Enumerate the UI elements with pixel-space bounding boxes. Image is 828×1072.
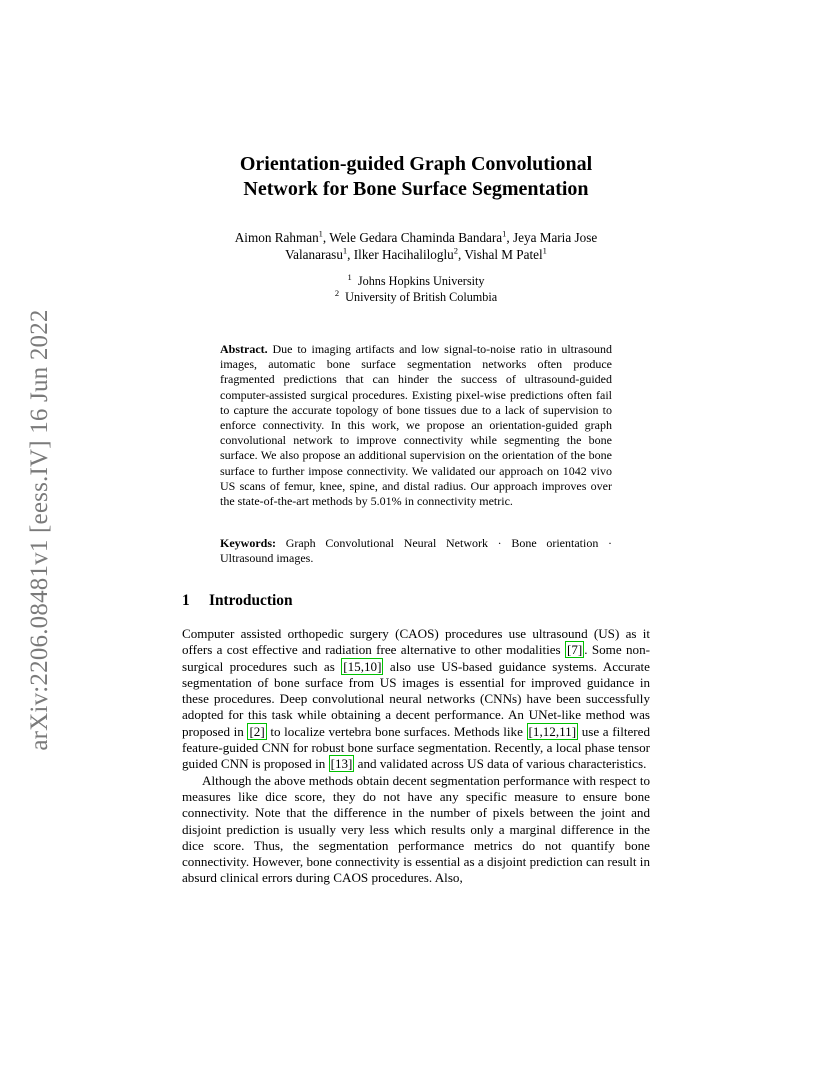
arxiv-stamp (18, 290, 62, 770)
paper-title (160, 152, 672, 202)
author-affil-mark: 2 (453, 245, 458, 256)
arxiv-stamp-text: arXiv:2206.08481v1 [eess.IV] 16 Jun 2022 (26, 309, 53, 751)
paragraph-1 (182, 626, 650, 773)
author-affil-mark: 1 (342, 245, 348, 256)
keywords-text: Graph Convolutional Neural Network · Bone orientation · Ultrasound images. (220, 536, 613, 566)
paragraph-text: Computer assisted orthopedic surgery (CAOS) procedures use ultrasound (US) as it offers a cost effective and radiation free alternative to other modalities (182, 626, 650, 658)
author-name: , Wele Gedara Chaminda Bandara (322, 230, 503, 245)
author-affil-mark: 1 (318, 228, 323, 239)
paragraph-text: to localize vertebra bone surfaces. Methods like (266, 723, 527, 739)
affiliation-1 (260, 271, 572, 290)
citation-link[interactable]: [13] (330, 756, 353, 772)
affiliation-name: Johns Hopkins University (357, 274, 485, 288)
author-affil-mark: 1 (502, 228, 507, 239)
citation-link[interactable]: [7] (566, 642, 583, 658)
authors (190, 229, 642, 263)
author-name: Valanarasu (285, 247, 343, 262)
author-name: , Ilker Hacihaliloglu (347, 247, 454, 262)
keywords-label: Keywords: (220, 536, 276, 550)
abstract-text: Due to imaging artifacts and low signal-to-noise ratio in ultrasound images, automatic bone surface segmentation networks often produce fragmented predictions that can hinder the success of ultrasound-guided computer-assisted surgical procedures. Existing pixel-wise predictions often fail to capture the accurate topology of bone tissues due to a lack of supervision to enforce connectivity. In this work, we propose an orientation-guided graph convolutional network to improve connectivity while segmenting the bone surface. We also propose an additional supervision on the orientation of the bone surface to further impose connectivity. We validated our approach on 1042 vivo US scans of femur, knee, spine, and distal radius. Our approach improves over the state-of-the-art methods by 5.01% in connectivity metric. (220, 342, 612, 509)
author-name: , Jeya Maria Jose (506, 230, 598, 245)
affiliation-name: University of British Columbia (345, 289, 498, 304)
authors-line-1 (190, 229, 642, 246)
citation-link[interactable]: [15,10] (343, 658, 382, 674)
paragraph-text: also use US-based guidance systems. Accurate segmentation of bone surface from US images is essential for improved guidance in these procedures. Deep convolutional neural networks (CNNs) have been successfully adopted for this task while obtaining a decent performance. An UNet-like method was proposed in (182, 658, 650, 739)
body-text (182, 626, 650, 887)
abstract-label: Abstract. (220, 342, 268, 356)
abstract (220, 342, 612, 509)
title-line-1: Orientation-guided Graph Convolutional (239, 153, 593, 175)
section-number: 1 (182, 592, 190, 609)
title-line-2: Network for Bone Surface Segmentation (243, 178, 589, 200)
paragraph-text: use a filtered feature-guided CNN for robust bone surface segmentation. Recently, a local phase tensor guided CNN is proposed in (182, 723, 651, 772)
paragraph-text: . Some non-surgical procedures such as (182, 642, 650, 674)
author-name: , Vishal M Patel (457, 247, 543, 262)
citation-link[interactable]: [2] (249, 723, 265, 739)
affiliation-mark: 1 (347, 271, 352, 282)
affiliation-2 (260, 287, 572, 306)
paragraph-2: Although the above methods obtain decent segmentation performance with respect to measures like dice score, they do not have any specific measure to ensure bone connectivity. Note that the difference in the number of pixels between the joint and disjoint prediction is usually very less which results only a marginal difference in the dice score. Thus, the segmentation performance metrics do not quantify bone connectivity. However, bone connectivity is essential as a disjoint prediction can result in absurd clinical errors during CAOS procedures. Also, (182, 772, 650, 886)
section-heading (182, 592, 293, 610)
author-affil-mark: 1 (542, 245, 547, 256)
authors-line-2 (190, 246, 642, 263)
author-name: Aimon Rahman (234, 230, 319, 245)
section-title: Introduction (209, 592, 293, 609)
citation-link[interactable]: [1,12,11] (528, 723, 577, 739)
affiliation-mark: 2 (334, 287, 340, 298)
keywords (220, 536, 612, 566)
paragraph-text: and validated across US data of various characteristics. (354, 756, 647, 772)
affiliations (260, 271, 572, 305)
